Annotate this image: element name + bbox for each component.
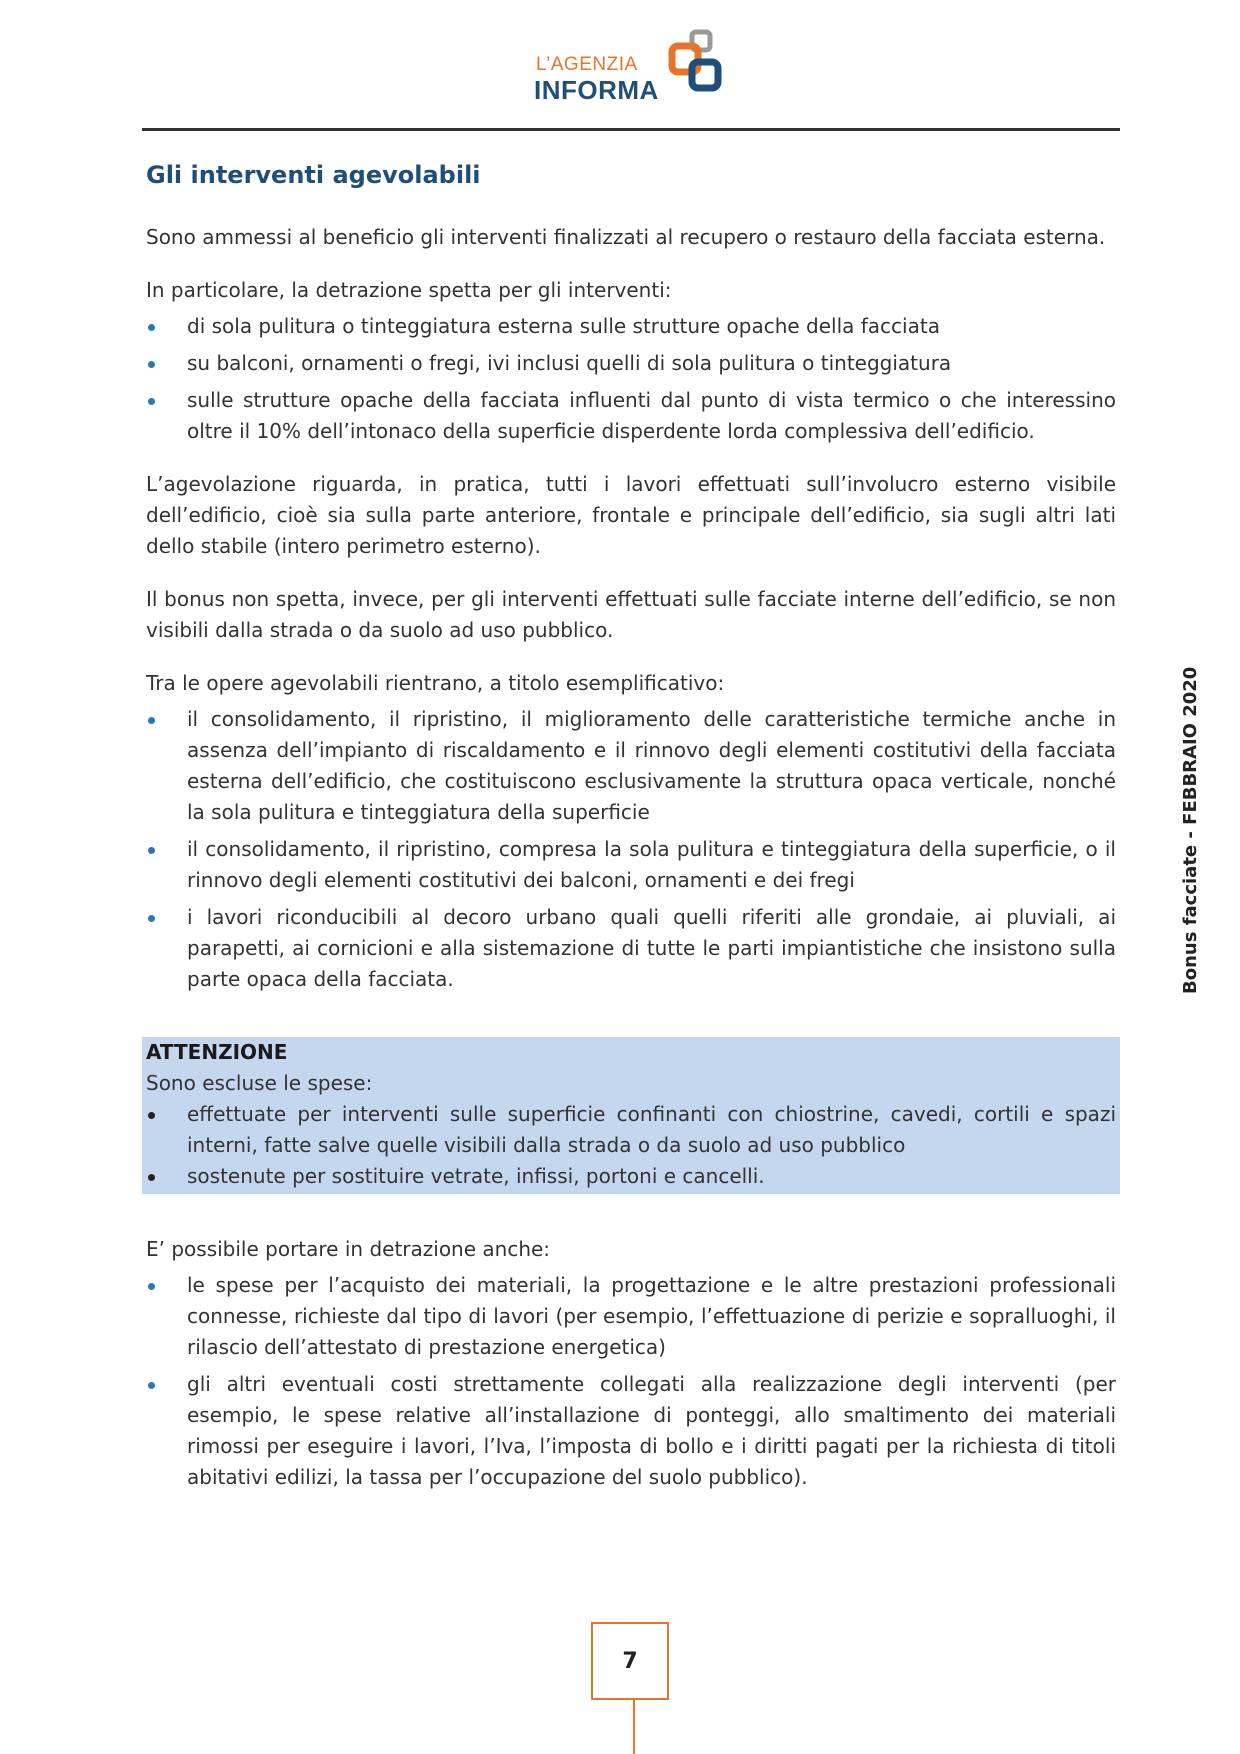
list-item-text: sulle strutture opache della facciata influenti dal punto di vista termico o che interessino oltre il 10% dell’intonaco della superficie disperdente lorda complessiva dell’edificio. — [187, 388, 1116, 443]
section1-lead: In particolare, la detrazione spetta per gli interventi: — [146, 278, 672, 302]
attention-box — [142, 1037, 1120, 1194]
list-item — [146, 1270, 1116, 1363]
page-number-line — [633, 1700, 635, 1754]
list-item-text: il consolidamento, il ripristino, compresa la sola pulitura e tinteggiatura della superficie, o il rinnovo degli elementi costitutivi dei balconi, ornamenti e dei fregi — [187, 837, 1116, 892]
attention-title: ATTENZIONE — [146, 1040, 288, 1064]
list-item — [146, 348, 1116, 379]
list-item-text: di sola pulitura o tinteggiatura esterna sulle strutture opache della facciata — [187, 314, 940, 338]
list-item-text: il consolidamento, il ripristino, il miglioramento delle caratteristiche termiche anche in assenza dell’impianto di riscaldamento e il rinnovo degli elementi costitutivi della facciata esterna dell’edificio, che costituiscono esclusivamente la struttura opaca verticale, nonché la sola pulitura e tinteggiatura della superficie — [187, 707, 1116, 824]
bullet-icon — [148, 361, 155, 368]
bullet-icon — [148, 324, 155, 331]
header-divider — [142, 128, 1120, 131]
section3-list — [146, 1270, 1116, 1493]
bullet-icon — [148, 847, 155, 854]
list-item — [146, 311, 1116, 342]
bullet-icon — [148, 915, 155, 922]
list-item — [146, 704, 1116, 828]
list-item-text: su balconi, ornamenti o fregi, ivi inclusi quelli di sola pulitura o tinteggiatura — [187, 351, 952, 375]
bullet-icon — [148, 1174, 155, 1181]
paragraph-involucro: L’agevolazione riguarda, in pratica, tutti i lavori effettuati sull’involucro esterno visibile dell’edificio, cioè sia sulla parte anteriore, frontale e principale dell’edificio, sia sugli altri lati dello stabile (intero perimetro esterno). — [146, 472, 1116, 558]
list-item-text: sostenute per sostituire vetrate, infissi, portoni e cancelli. — [187, 1164, 765, 1188]
section2-list — [146, 704, 1116, 995]
section2-lead: Tra le opere agevolabili rientrano, a titolo esemplificativo: — [146, 671, 725, 695]
list-item — [146, 385, 1116, 447]
list-item-text: effettuate per interventi sulle superficie confinanti con chiostrine, cavedi, cortili e spazi interni, fatte salve quelle visibili dalla strada o da suolo ad uso pubblico — [187, 1102, 1116, 1157]
page-number: 7 — [591, 1622, 669, 1700]
attention-lead: Sono escluse le spese: — [146, 1071, 373, 1095]
section1-list — [146, 311, 1116, 447]
bullet-icon — [148, 1382, 155, 1389]
attention-list — [146, 1099, 1116, 1192]
list-item — [146, 1161, 1116, 1192]
page-title: Gli interventi agevolabili — [146, 161, 481, 189]
section3-lead: E’ possibile portare in detrazione anche: — [146, 1237, 551, 1261]
list-item — [146, 902, 1116, 995]
paragraph-facciate-interne: Il bonus non spetta, invece, per gli interventi effettuati sulle facciate interne dell’edificio, se non visibili dalla strada o da suolo ad uso pubblico. — [146, 587, 1116, 642]
list-item-text: le spese per l’acquisto dei materiali, la progettazione e le altre prestazioni professionali connesse, richieste dal tipo di lavori (per esempio, l’effettuazione di perizie e sopralluoghi, il rilascio dell’attestato di prestazione energetica) — [187, 1273, 1116, 1359]
list-item-text: i lavori riconducibili al decoro urbano quali quelli riferiti alle grondaie, ai pluviali, ai parapetti, ai cornicioni e alla sistemazione di tutte le parti impiantistiche che insistono sulla parte opaca della facciata. — [187, 905, 1116, 991]
bullet-icon — [148, 717, 155, 724]
page-content — [146, 158, 1116, 1515]
logo-squares-icon — [666, 28, 732, 100]
list-item — [146, 1369, 1116, 1493]
side-label: Bonus facciate - FEBBRAIO 2020 — [1180, 666, 1201, 994]
list-item — [146, 1099, 1116, 1161]
list-item-text: gli altri eventuali costi strettamente collegati alla realizzazione degli interventi (per esempio, le spese relative all’installazione di ponteggi, allo smaltimento dei materiali rimossi per eseguire i lavori, l’Iva, l’imposta di bollo e i diritti pagati per la richiesta di titoli abitativi edilizi, la tassa per l’occupazione del suolo pubblico). — [187, 1372, 1116, 1489]
bullet-icon — [148, 398, 155, 405]
bullet-icon — [148, 1112, 155, 1119]
intro-paragraph: Sono ammessi al beneficio gli interventi finalizzati al recupero o restauro della facciata esterna. — [146, 225, 1106, 249]
bullet-icon — [148, 1283, 155, 1290]
list-item — [146, 834, 1116, 896]
logo-text-line1: L’AGENZIA — [536, 54, 638, 75]
agenzia-informa-logo — [532, 28, 732, 110]
logo-text-line2: INFORMA — [534, 75, 659, 105]
